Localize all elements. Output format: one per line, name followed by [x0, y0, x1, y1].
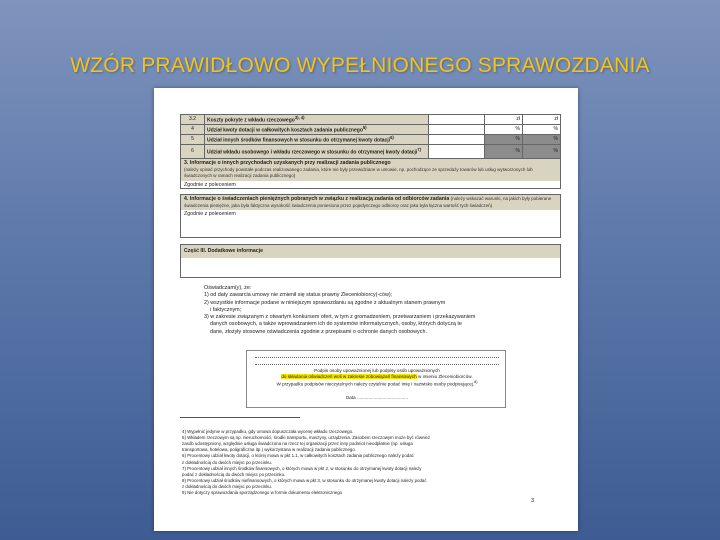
- declaration-item: 3) w zakresie związanym z otwartym konkursem ofert, w tym z gromadzeniem, przetwarzaniem i przekazywaniem: [204, 314, 476, 320]
- date-field: Data ........................................: [345, 395, 409, 400]
- row-label: Udział kwoty dotacji w całkowitych kosztach zadania publicznego$^{5)}$: [205, 124, 429, 134]
- value-cell: [429, 124, 485, 134]
- footnote: 7) Procentowy udział innych środków finansowych, o których mowa w pkt 2, w stosunku do otrzymanej kwoty dotacji należy: [182, 465, 422, 471]
- row-label: Udział wkładu osobowego i wkładu rzeczowego w stosunku do otrzymanej kwoty dotacji$^{7)}$: [205, 144, 429, 158]
- unit-cell: %: [485, 134, 523, 144]
- table-row: [181, 115, 561, 125]
- footnote: 5) Wkładem rzeczowym są np. nieruchomości, środki transportu, maszyny, urządzenia. Zasobem rzeczowym może być również: [182, 435, 431, 441]
- declaration-item: 2) wszystkie informacje podane w niniejszym sprawozdaniu są zgodne z aktualnym stanem prawnym: [204, 299, 446, 306]
- declaration-item: dane, złożyły stosowne oświadczenia zgodnie z przepisami o ochronie danych osobowych.: [210, 328, 427, 335]
- row-label: Koszty pokryte z wkładu rzeczowego$^{3), 4)}$: [205, 115, 429, 125]
- section-other-revenue: [180, 158, 561, 189]
- declaration-item: danych osobowych, a także wprowadzaniem ich do systemów informatycznych, osoby, których dotyczą te: [210, 321, 462, 328]
- declaration: [204, 285, 534, 336]
- value-cell: [429, 115, 485, 125]
- unit-cell: %: [485, 144, 523, 158]
- value-cell: [429, 134, 485, 144]
- table-row: [181, 124, 561, 134]
- signature-caption: do składania oświadczeń woli w zakresie zobowiązań finansowych w imieniu Zleceniobiorców.: [281, 374, 473, 379]
- unit-cell: %: [523, 124, 561, 134]
- row-number: 3.2: [181, 115, 205, 125]
- footnote-divider: [180, 417, 300, 418]
- section-answer: Zgodnie z poleceniem: [184, 211, 236, 217]
- row-number: 5: [181, 134, 205, 144]
- footnote: 4) Wypełnić jedynie w przypadku, gdy umowa dopuszczała wycenę wkładu rzeczowego.: [182, 429, 354, 434]
- cost-table: [180, 114, 561, 159]
- signature-box: [246, 350, 506, 408]
- row-number: 4: [181, 124, 205, 134]
- section-additional-info: [180, 244, 561, 278]
- section-note: (należy opisać przychody powstałe podczas realizowanego zadania, które nie były przewidziane w umowie, np. pochodzące ze sprzedaży towarów lub usług wytworzonych lub świadczonych w ramach realizacji zadania publicznego): [184, 166, 533, 178]
- table-row: [181, 134, 561, 144]
- footnote: 8) Procentowy udział środków niefinansowych, o których mowa w pkt 3, w stosunku do otrzymanej kwoty dotacji należy podać: [182, 477, 427, 483]
- signature-line: [255, 357, 499, 358]
- section-heading: 4. Informacje o świadczeniach pieniężnych pobranych w związku z realizacją zadania od odbiorców zadania (należy wskazać warunki, na jakich były pobierane świadczenia pieniężne, jaka była faktyczna wysokość świadczenia poniesiona przez pojedynczego odbiorcę oraz jaka była łączna wartość tych świadczeń): [181, 195, 560, 210]
- declaration-intro: Oświadczam(y), że:: [204, 285, 252, 291]
- highlighted-text: do składania oświadczeń woli w zakresie zobowiązań finansowych: [281, 374, 417, 379]
- unit-cell: %: [523, 144, 561, 158]
- document-page: [154, 88, 578, 531]
- footnote: zasób udostępniony, względnie usługa świadczona na rzecz tej organizacji przez inny podmiot nieodpłatnie (np. usługa: [182, 441, 413, 447]
- footnotes: [182, 429, 552, 496]
- unit-cell: %: [523, 134, 561, 144]
- table-row: [181, 144, 561, 158]
- signature-caption: W przypadku podpisów nieczytelnych należy czytelnie podać imię i nazwisko osoby podpisującej.$^{8)}$: [276, 380, 478, 387]
- footnote: 9) Nie dotyczy sprawozdania sporządzonego w formie dokumentu elektronicznego: [182, 490, 343, 496]
- page-number: 3: [530, 498, 534, 504]
- unit-cell: zł: [523, 115, 561, 125]
- unit-cell: %: [485, 124, 523, 134]
- section-note: (należy wskazać warunki, na jakich były pobierane świadczenia pieniężne, jaka była faktyczna wysokość świadczenia poniesiona przez pojedynczego odbiorcę oraz jaka była łączna wartość tych świadczeń): [184, 196, 552, 208]
- unit-cell: zł: [485, 115, 523, 125]
- signature-line: [255, 364, 499, 365]
- footnote: z dokładnością do dwóch miejsc po przecinku.: [182, 459, 273, 465]
- declaration-item: 1) od daty zawarcia umowy nie zmienił się status prawny Zleceniobiorcy(-ców);: [204, 292, 393, 299]
- declaration-item: i faktycznym;: [210, 306, 242, 313]
- footnote: transportowa, hotelowa, poligraficzna itp.) wykorzystana w realizacji zadania publicznego.: [182, 447, 357, 453]
- footnote: 6) Procentowy udział kwoty dotacji, o której mowa w pkt 1.1, w całkowitych kosztach zadania publicznego należy podać: [182, 453, 414, 459]
- section-heading: Część III. Dodatkowe informacje: [181, 245, 560, 258]
- section-monetary-benefits: [180, 194, 561, 238]
- section-heading: 3. Informacje o innych przychodach uzyskanych przy realizacji zadania publicznego (należy opisać przychody powstałe podczas realizowanego zadania, które nie były przewidziane w umowie, np. pochodzące ze sprzedaży towarów lub usług wytworzonych lub świadczonych w ramach realizacji zadania publicznego): [181, 159, 560, 181]
- slide-title: WZÓR PRAWIDŁOWO WYPEŁNIONEGO SPRAWOZDANIA: [70, 54, 650, 77]
- section-answer: Zgodnie z poleceniem: [184, 181, 236, 188]
- footnote: z dokładnością do dwóch miejsc po przecinku.: [182, 483, 273, 489]
- row-label: Udział innych środków finansowych w stosunku do otrzymanej kwoty dotacji$^{6)}$: [205, 134, 429, 144]
- footnote: podać z dokładnością do dwóch miejsc po przecinku.: [182, 471, 286, 477]
- row-number: 6: [181, 144, 205, 158]
- value-cell: [429, 144, 485, 158]
- signature-caption: Podpis osoby upoważnionej lub podpisy osób upoważnionych: [314, 368, 440, 373]
